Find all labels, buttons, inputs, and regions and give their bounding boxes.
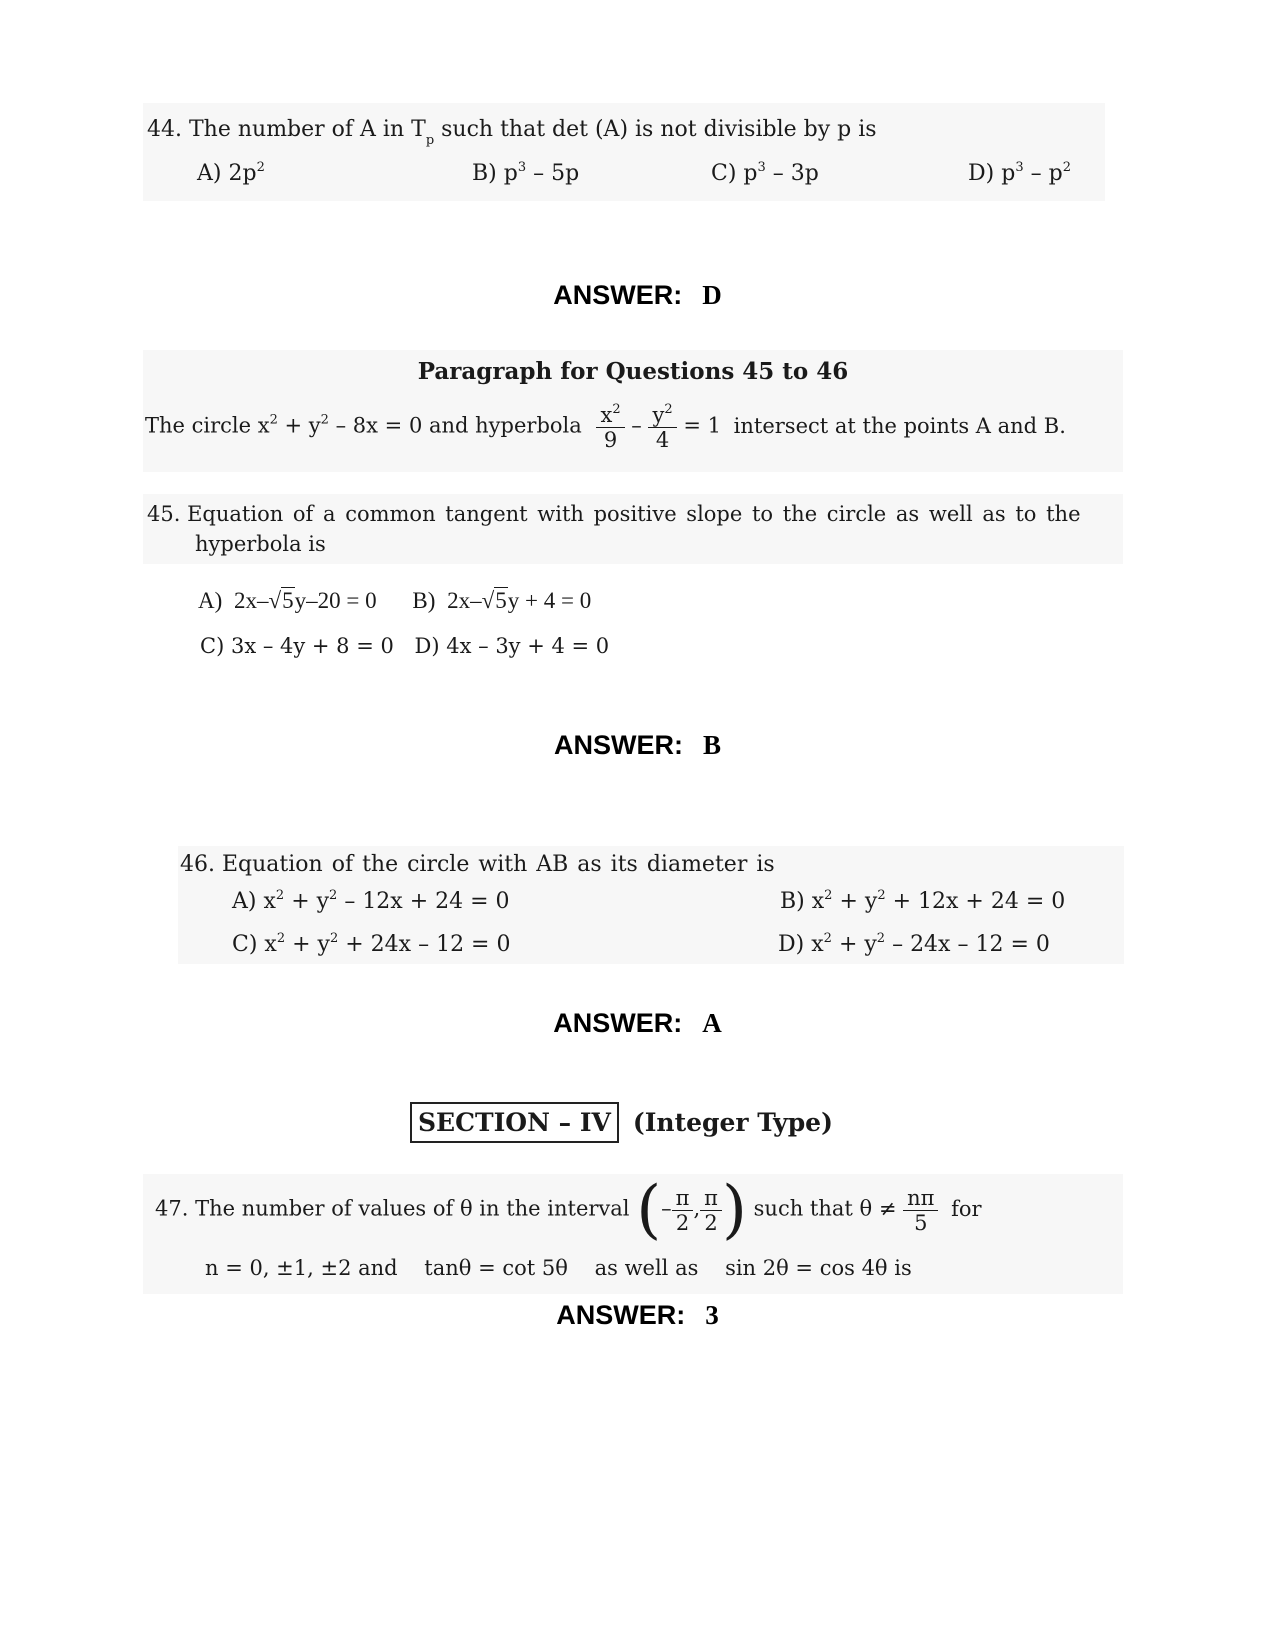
stem-text: Equation of a common tangent with positive slope to the circle as well as to the [187, 502, 1081, 526]
denominator: 5 [914, 1210, 928, 1235]
option-label: D) [968, 161, 995, 186]
superscript: 2 [612, 402, 621, 417]
answer-label: ANSWER: [556, 1300, 686, 1330]
text-part: – 8x = 0 and hyperbola [328, 413, 582, 438]
option-label: D) [778, 932, 805, 957]
option-text: + y [838, 932, 877, 957]
answer-44 [0, 280, 1275, 311]
question-45-line2: hyperbola is [195, 532, 326, 556]
fraction-x2-over-9 [596, 402, 624, 452]
sqrt-symbol: √5 [481, 588, 507, 613]
superscript: 2 [269, 412, 278, 428]
right-paren: ) [721, 1173, 747, 1247]
question-47-line1 [155, 1173, 982, 1247]
option-label: B) [472, 161, 497, 186]
fraction-y2-over-4 [648, 402, 676, 452]
option-d [968, 160, 1071, 186]
superscript: 2 [824, 888, 833, 903]
option-text: 2p [228, 161, 257, 186]
stem-text: The number of values of θ in the interval [195, 1196, 630, 1221]
stem-text: for [951, 1196, 982, 1221]
numerator: x [600, 403, 613, 427]
option-text: + y [292, 932, 330, 957]
subscript: p [425, 133, 435, 148]
question-44-stem [147, 117, 877, 148]
option-text: – p [1023, 161, 1063, 186]
superscript: 2 [823, 931, 832, 946]
stem-text: tanθ = cot 5θ [424, 1256, 568, 1280]
stem-part: such that det (A) is not divisible by p is [434, 117, 877, 142]
numerator: nπ [903, 1186, 938, 1211]
superscript: 2 [664, 402, 673, 417]
option-text: – 12x + 24 = 0 [337, 889, 510, 914]
option-a [232, 888, 510, 914]
option-text: y + 4 = 0 [507, 588, 592, 613]
option-label: D) [414, 634, 440, 658]
text-part: The circle x [145, 413, 270, 438]
fraction-npi-over-5 [903, 1186, 938, 1235]
stem-part: The number of A in T [189, 117, 426, 142]
option-text: + y [839, 889, 878, 914]
option-b [472, 160, 579, 186]
question-number: 46. [180, 852, 215, 877]
denominator: 4 [655, 428, 670, 452]
answer-value: 3 [705, 1300, 719, 1330]
option-d [778, 931, 1050, 957]
numerator: π [672, 1186, 694, 1211]
question-46-stem [180, 852, 775, 877]
option-label: C) [711, 161, 737, 186]
option-text: – 24x – 12 = 0 [885, 932, 1050, 957]
answer-47 [0, 1300, 1275, 1331]
question-45-options-row2 [200, 634, 609, 658]
option-text: x [811, 889, 825, 914]
superscript: 2 [275, 888, 285, 903]
comma: , [693, 1196, 701, 1221]
question-45-options-row1 [198, 588, 591, 614]
stem-text: Equation of the circle with AB as its diameter is [222, 852, 775, 877]
option-text: + y [291, 889, 330, 914]
answer-value: A [702, 1008, 722, 1038]
answer-label: ANSWER: [553, 730, 683, 760]
option-label: C) [200, 634, 225, 658]
option-text: p [1001, 161, 1016, 186]
stem-text: as well as [594, 1256, 699, 1280]
minus-sign: – [661, 1196, 672, 1221]
section-type-label: (Integer Type) [632, 1108, 833, 1137]
option-text: + 24x – 12 = 0 [338, 932, 511, 957]
paragraph-text [145, 402, 1066, 452]
question-46-block [178, 846, 1124, 964]
fraction-pi-over-2 [672, 1186, 694, 1235]
radicand: 5 [495, 588, 507, 613]
option-text: + 12x + 24 = 0 [885, 889, 1066, 914]
paragraph-block [143, 350, 1123, 472]
left-paren: ( [636, 1173, 662, 1247]
option-text: 4x – 3y + 4 = 0 [446, 634, 610, 658]
question-44-block [143, 103, 1105, 201]
option-text: x [811, 932, 824, 957]
option-label: B) [780, 889, 805, 914]
radicand: 5 [282, 588, 294, 613]
option-text: x [264, 932, 277, 957]
stem-text: such that θ ≠ [753, 1196, 897, 1221]
option-c [232, 931, 510, 957]
equals-one: = 1 [683, 413, 721, 438]
question-47-block [143, 1174, 1123, 1294]
text-part: intersect at the points A and B. [733, 413, 1066, 438]
question-45-line1 [147, 502, 1081, 526]
sqrt-symbol: √5 [268, 588, 294, 613]
option-label: B) [412, 588, 436, 613]
question-number: 47. [155, 1196, 189, 1221]
question-45-block [143, 494, 1123, 564]
answer-label: ANSWER: [553, 280, 683, 310]
superscript: 2 [877, 888, 886, 903]
superscript: 2 [329, 888, 338, 903]
answer-value: B [702, 730, 721, 760]
option-label: A) [232, 889, 257, 914]
option-text: 2x– [447, 588, 482, 613]
section-boxed-label: SECTION – IV [410, 1102, 619, 1143]
option-text: x [263, 889, 276, 914]
question-number: 44. [147, 117, 182, 142]
superscript: 3 [517, 160, 527, 175]
superscript: 2 [329, 931, 339, 946]
superscript: 2 [276, 931, 286, 946]
answer-45 [0, 730, 1275, 761]
minus-sign: – [631, 413, 642, 438]
superscript: 3 [757, 160, 766, 175]
fraction-pi-over-2 [700, 1186, 722, 1235]
superscript: 2 [320, 412, 329, 428]
superscript: 2 [876, 931, 886, 946]
superscript: 2 [1062, 160, 1071, 175]
denominator: 2 [675, 1210, 690, 1235]
option-c [711, 160, 819, 186]
text-part: + y [277, 413, 321, 438]
option-text: – 3p [765, 161, 819, 186]
denominator: 9 [603, 428, 618, 452]
numerator: π [700, 1186, 722, 1211]
option-text: p [503, 161, 518, 186]
stem-text: n = 0, ±1, ±2 and [205, 1256, 398, 1280]
option-text: p [743, 161, 758, 186]
superscript: 2 [256, 160, 265, 175]
stem-text: sin 2θ = cos 4θ is [725, 1256, 912, 1280]
option-text: 3x – 4y + 8 = 0 [230, 634, 394, 658]
option-text: y–20 = 0 [294, 588, 377, 613]
option-a [197, 160, 265, 186]
option-label: A) [198, 588, 223, 613]
question-47-line2 [205, 1256, 912, 1280]
option-label: A) [197, 161, 222, 186]
option-text: 2x– [234, 588, 269, 613]
superscript: 3 [1015, 160, 1024, 175]
option-text: – 5p [526, 161, 580, 186]
denominator: 2 [704, 1210, 718, 1235]
answer-label: ANSWER: [553, 1008, 683, 1038]
option-label: C) [232, 932, 258, 957]
answer-value: D [702, 280, 722, 310]
paragraph-heading: Paragraph for Questions 45 to 46 [417, 358, 849, 385]
section-heading [410, 1108, 833, 1137]
numerator: y [652, 403, 665, 427]
question-number: 45. [147, 502, 181, 526]
answer-46 [0, 1008, 1275, 1039]
option-b [780, 888, 1065, 914]
